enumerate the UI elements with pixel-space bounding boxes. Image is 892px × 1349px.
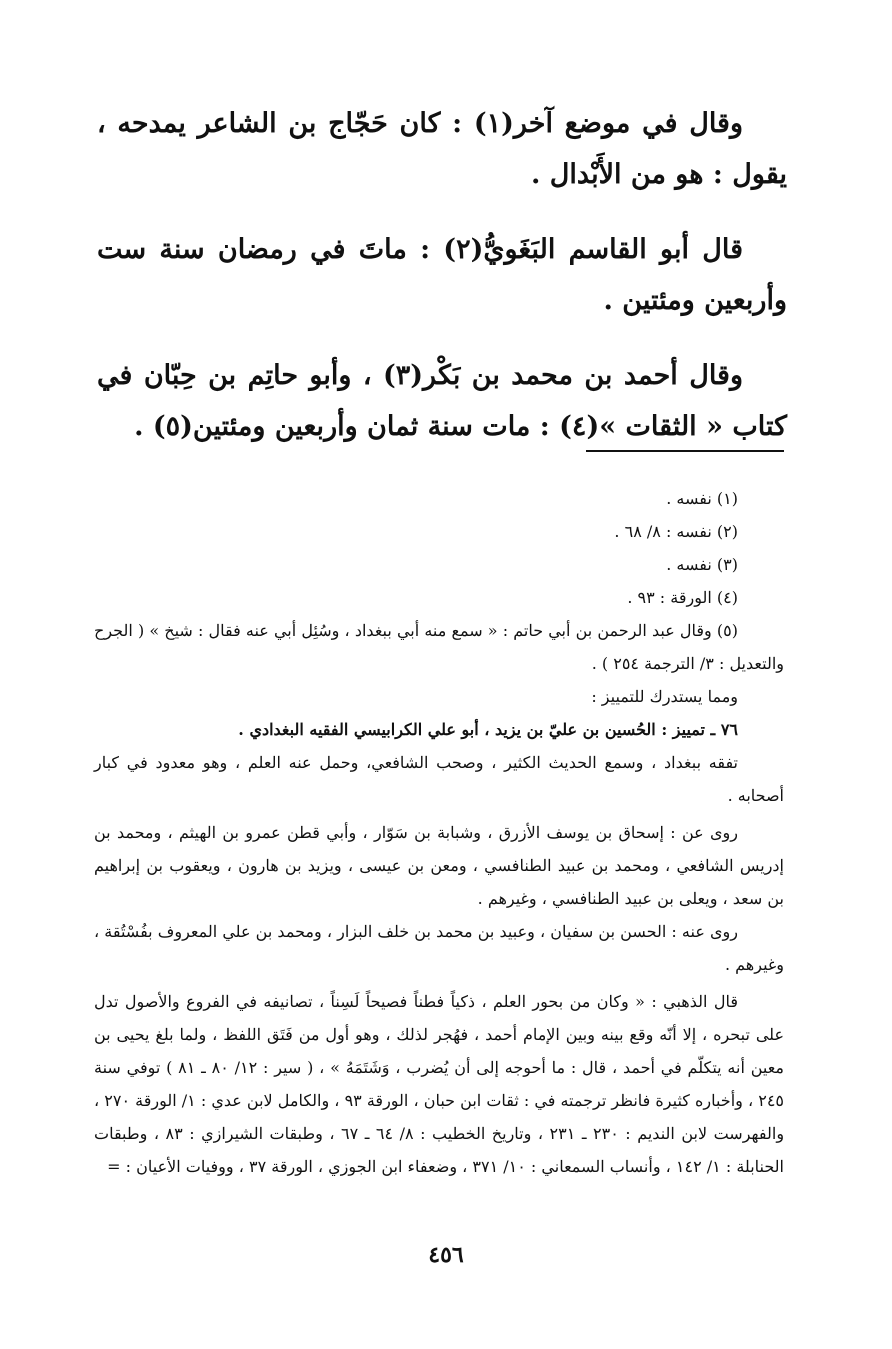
footnote-separator: [586, 450, 784, 452]
footnote-4: (٤) الورقة : ٩٣ .: [627, 588, 738, 607]
main-paragraph-1: وقال في موضع آخر(١) : كان حَجّاج بن الشاعر يمدحه ، يقول : هو من الأَبْدال .: [97, 108, 787, 190]
addendum-intro: ومما يستدرك للتمييز :: [591, 687, 738, 706]
main-paragraph-3: وقال أحمد بن محمد بن بَكْر(٣) ، وأبو حاتِم بن حِبّان في كتاب « الثقات »(٤) : مات سنة ثمان وأربعين ومئتين(٥) .: [97, 360, 787, 442]
footnotes: [94, 482, 784, 1183]
main-paragraph-2: قال أبو القاسم البَغَويُّ(٢) : ماتَ في رمضان سنة ست وأربعين ومئتين .: [97, 234, 787, 316]
footnote-1: (١) نفسه .: [666, 489, 738, 508]
addendum-entry-description: تفقه ببغداد ، وسمع الحديث الكثير ، وصحب الشافعي، وحمل عنه العلم ، وهو معدود في كبار أصحابه .: [94, 753, 784, 805]
footnote-5: (٥) وقال عبد الرحمن بن أبي حاتم : « سمع منه أبي ببغداد ، وسُئِل أبي عنه فقال : شيخ » ( الجرح والتعديل : ٣/ الترجمة ٢٥٤ ) .: [94, 621, 784, 673]
addendum-narrated-by: روى عنه : الحسن بن سفيان ، وعبيد بن محمد بن خلف البزار ، ومحمد بن علي المعروف بفُسْتُقة ، وغيرهم .: [94, 922, 784, 974]
footnote-3: (٣) نفسه .: [666, 555, 738, 574]
main-text: [97, 98, 787, 476]
addendum-dhahabi-quote: قال الذهبي : « وكان من بحور العلم ، ذكياً فطناً فصيحاً لَسِناً ، تصانيفه في الفروع والأصول تدل على تبحره ، إلا أنّه وقع بينه وبين الإمام أحمد ، فهُجر لذلك ، وهو أول من فَتَق اللفظ ، ولما بلغ يحيى بن معين أنه يتكلّم في أحمد ، قال : ما أحوجه إلى أن يُضرب ، وَشَتَمَهُ » ، ( سير : ١٢/ ٨٠ ـ ٨١ ) توفي سنة ٢٤٥ ، وأخباره كثيرة فانظر ترجمته في : ثقات ابن حبان ، الورقة ٩٣ ، والكامل لابن عدي : ١/ الورقة ٢٧٠ ، والفهرست لابن النديم : ٢٣٠ ـ ٢٣١ ، وتاريخ الخطيب : ٨/ ٦٤ ـ ٦٧ ، وطبقات الشيرازي : ٨٣ ، وطبقات الحنابلة : ١/ ١٤٢ ، وأنساب السمعاني : ١٠/ ٣٧١ ، وضعفاء ابن الجوزي ، الورقة ٣٧ ، ووفيات الأعيان : =: [94, 992, 785, 1176]
addendum-entry-title: ٧٦ ـ تمييز : الحُسين بن عليّ بن يزيد ، أبو علي الكرابيسي الفقيه البغدادي .: [238, 720, 738, 739]
footnote-2: (٢) نفسه : ٨/ ٦٨ .: [614, 522, 738, 541]
addendum-narrated-from: روى عن : إسحاق بن يوسف الأزرق ، وشبابة بن سَوّار ، وأبي قطن عمرو بن الهيثم ، ومحمد بن إدريس الشافعي ، ومحمد بن عبيد الطنافسي ، ومعن بن عيسى ، ويزيد بن هارون ، ويعقوب بن إبراهيم بن سعد ، ويعلى بن عبيد الطنافسي ، وغيرهم .: [94, 823, 784, 908]
page-number: ٤٥٦: [428, 1242, 464, 1268]
